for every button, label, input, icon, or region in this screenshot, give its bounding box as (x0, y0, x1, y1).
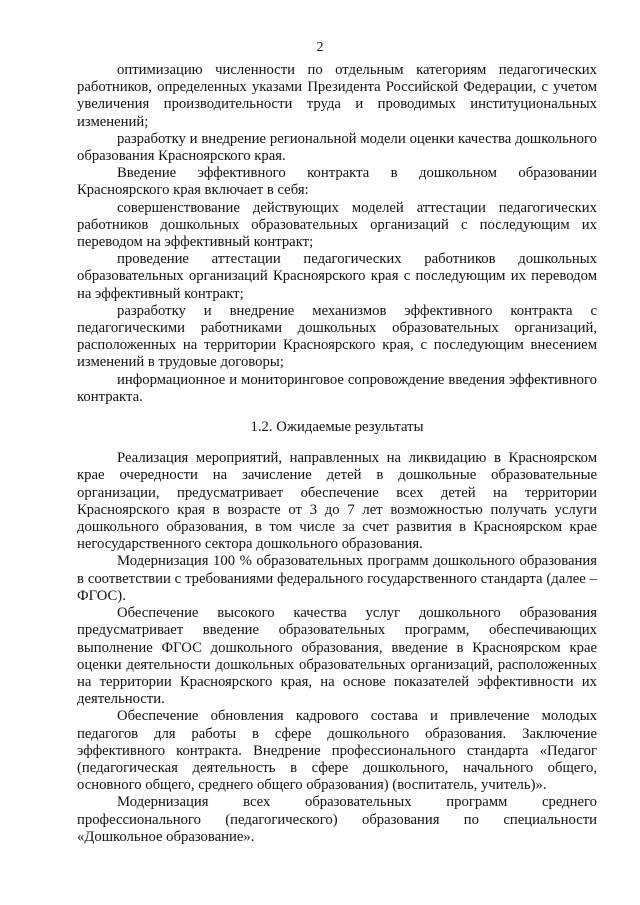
paragraph: проведение аттестации педагогических работников дошкольных образовательных организаций Красноярского края с последующим их переводом на эффективный контракт; (77, 251, 597, 302)
paragraph: Реализация мероприятий, направленных на ликвидацию в Красноярском крае очередности на зачисление детей в дошкольные образовательные организации, предусматривает обеспечение всех детей на территории Красноярского края в возрасте от 3 до 7 лет возможностью получать услуги дошкольного образования, в том числе за счет развития в Красноярском крае негосударственного сектора дошкольного образования. (77, 450, 597, 553)
paragraph: Модернизация всех образовательных программ среднего профессионального (педагогического) образования по специальности «Дошкольное образование». (77, 794, 597, 845)
paragraph: Введение эффективного контракта в дошкольном образовании Красноярского края включает в себя: (77, 165, 597, 199)
paragraph: Модернизация 100 % образовательных программ дошкольного образования в соответствии с требованиями федерального государственного стандарта (далее – ФГОС). (77, 553, 597, 604)
paragraph: совершенствование действующих моделей аттестации педагогических работников дошкольных образовательных организаций с последующим их переводом на эффективный контракт; (77, 199, 597, 251)
document-body (77, 62, 597, 846)
paragraph: Обеспечение высокого качества услуг дошкольного образования предусматривает введение образовательных программ, обеспечивающих выполнение ФГОС дошкольного образования, введение в Красноярском крае оценки деятельности дошкольных образовательных организаций, расположенных на территории Красноярского края, на основе показателей эффективности их деятельности. (77, 605, 597, 708)
paragraph: разработку и внедрение механизмов эффективного контракта с педагогическими работниками дошкольных образовательных организаций, расположенных на территории Красноярского края, с последующим внесением изменений в трудовые договоры; (77, 302, 597, 371)
paragraph: информационное и мониторинговое сопровождение введения эффективного контракта. (77, 371, 597, 405)
paragraph: оптимизацию численности по отдельным категориям педагогических работников, определенных указами Президента Российской Федерации, с учетом увеличения производительности труда и проводимых институциональных изменений; (77, 62, 597, 130)
paragraph: разработку и внедрение региональной модели оценки качества дошкольного образования Красноярского края. (77, 130, 597, 165)
paragraph: Обеспечение обновления кадрового состава и привлечение молодых педагогов для работы в сфере дошкольного образования. Заключение эффективного контракта. Внедрение профессионального стандарта «Педагог (педагогическая деятельность в сфере дошкольного, начального общего, основного общего, среднего общего образования) (воспитатель, учитель)». (77, 708, 597, 794)
section-heading: 1.2. Ожидаемые результаты (250, 419, 424, 436)
page-number: 2 (316, 40, 324, 55)
